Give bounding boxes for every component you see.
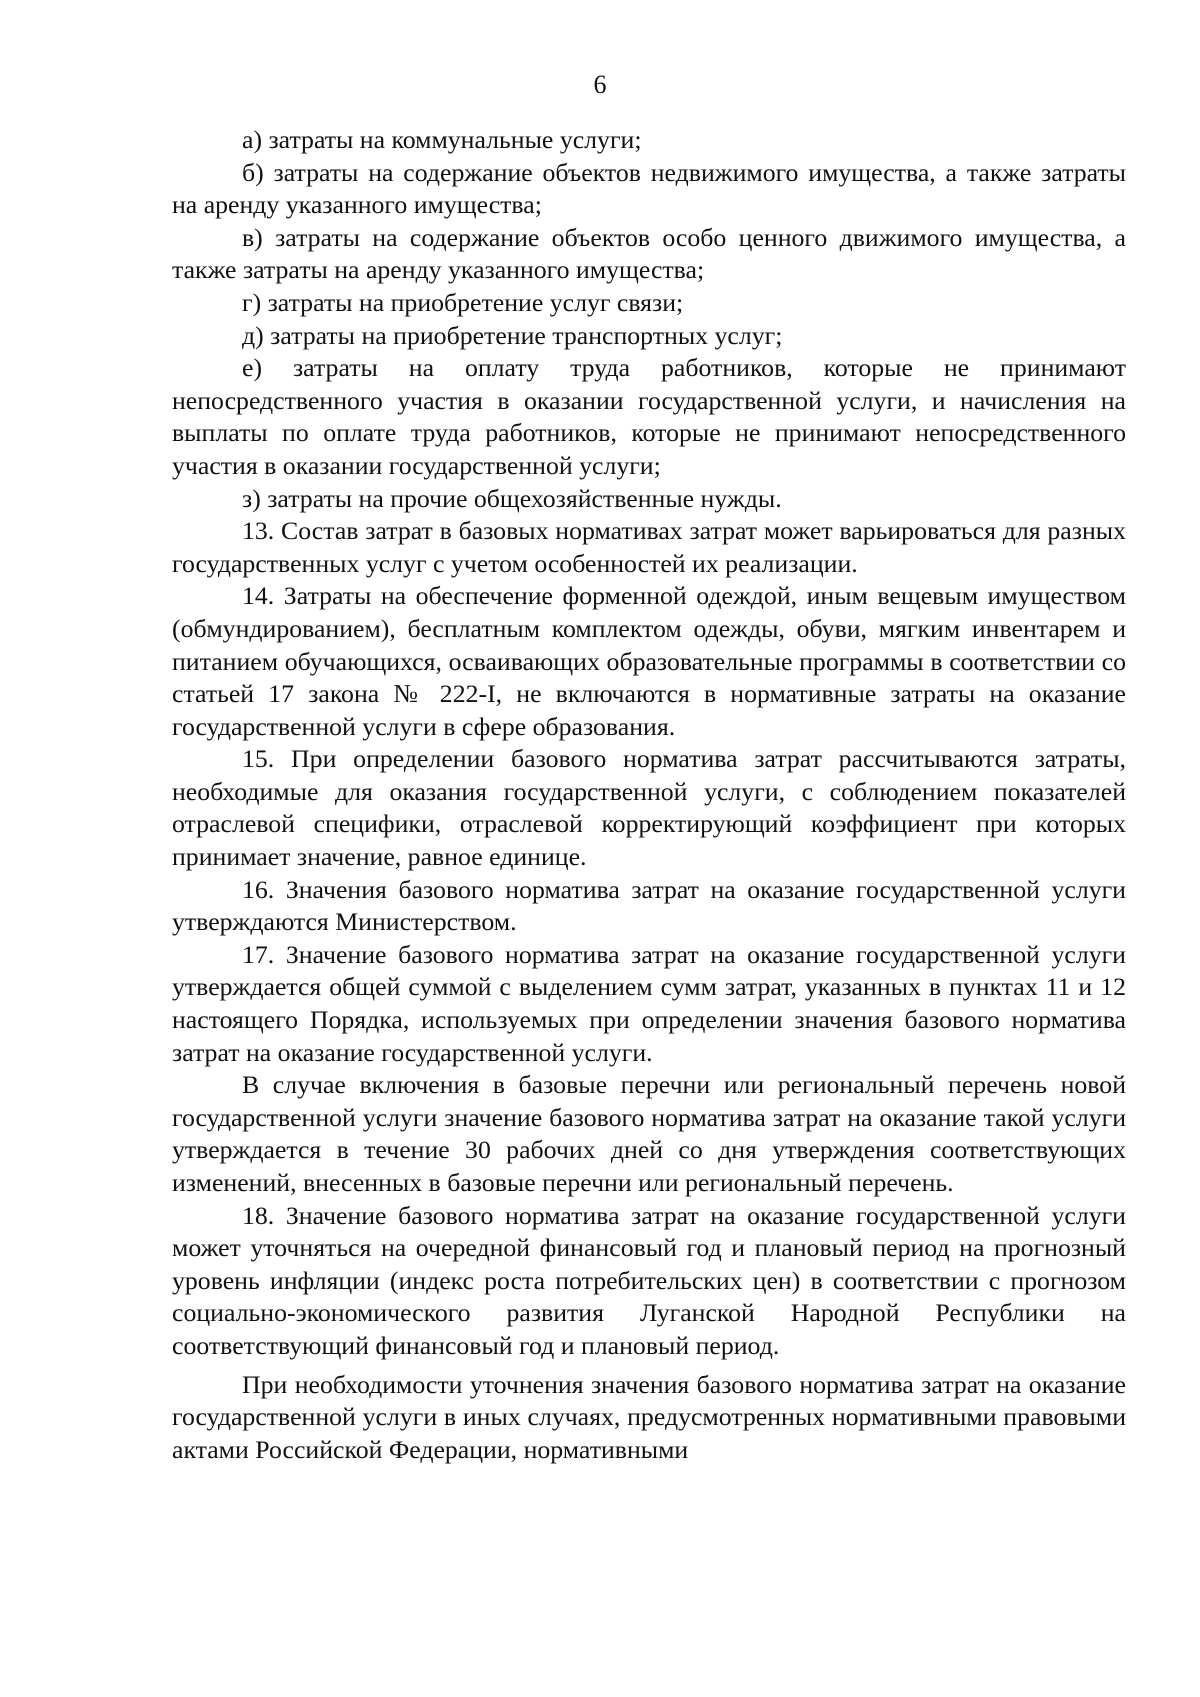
paragraph-18-other-cases: При необходимости уточнения значения базового норматива затрат на оказание государственной услуги в иных случаях, предусмотренных нормативными правовыми актами Российской Федерации, нормативными [172,1369,1126,1464]
paragraph-17-new-service: В случае включения в базовые перечни или региональный перечень новой государственной услуги значение базового норматива затрат на оказание такой услуги утверждается в течение 30 рабочих дней со дня утверждения соответствующих изменений, внесенных в базовые перечни или региональный перечень. [172,1070,1126,1197]
paragraph-18: 18. Значение базового норматива затрат на оказание государственной услуги может уточняться на очередной финансовый год и плановый период на прогнозный уровень инфляции (индекс роста потребительских цен) в соответствии с прогнозом социально-экономического развития Луганской Народной Республики на соответствующий финансовый год и плановый период. [172,1200,1126,1360]
page-number: 6 [593,70,607,99]
paragraph-b-real-estate: б) затраты на содержание объектов недвижимого имущества, а также затраты на аренду указанного имущества; [172,157,1126,220]
paragraph-g-communication: г) затраты на приобретение услуг связи; [242,287,684,317]
paragraph-15: 15. При определении базового норматива затрат рассчитываются затраты, необходимые для оказания государственной услуги, с соблюдением показателей отраслевой специфики, отраслевой корректирующий коэффициент при которых принимает значение, равное единице. [172,744,1126,872]
paragraph-14: 14. Затраты на обеспечение форменной одеждой, иным вещевым имуществом (обмундированием), бесплатным комплектом одежды, обуви, мягким инвентарем и питанием обучающихся, осваивающих образовательные программы в соответствии со статьей 17 закона № 222-I, не включаются в нормативные затраты на оказание государственной услуги в сфере образования. [172,581,1126,741]
paragraph-v-movable-property: в) затраты на содержание объектов особо ценного движимого имущества, а также затраты на аренду указанного имущества; [172,222,1126,285]
paragraph-z-other-needs: з) затраты на прочие общехозяйственные нужды. [242,483,782,513]
paragraph-13: 13. Состав затрат в базовых нормативах затрат может варьироваться для разных государственных услуг с учетом особенностей их реализации. [172,516,1126,578]
paragraph-17: 17. Значение базового норматива затрат на оказание государственной услуги утверждается общей суммой с выделением сумм затрат, указанных в пунктах 11 и 12 настоящего Порядка, используемых при определении значения базового норматива затрат на оказание государственной услуги. [172,939,1126,1067]
paragraph-e-labor-costs: е) затраты на оплату труда работников, которые не принимают непосредственного участия в оказании государственной услуги, и начисления на выплаты по оплате труда работников, которые не принимают непосредственного участия в оказании государственной услуги; [172,353,1126,480]
paragraph-a-utilities: а) затраты на коммунальные услуги; [242,125,642,154]
paragraph-d-transport: д) затраты на приобретение транспортных услуг; [242,320,783,350]
paragraph-16: 16. Значения базового норматива затрат на оказание государственной услуги утверждаются Министерством. [172,874,1126,937]
document-body [172,124,1126,1466]
